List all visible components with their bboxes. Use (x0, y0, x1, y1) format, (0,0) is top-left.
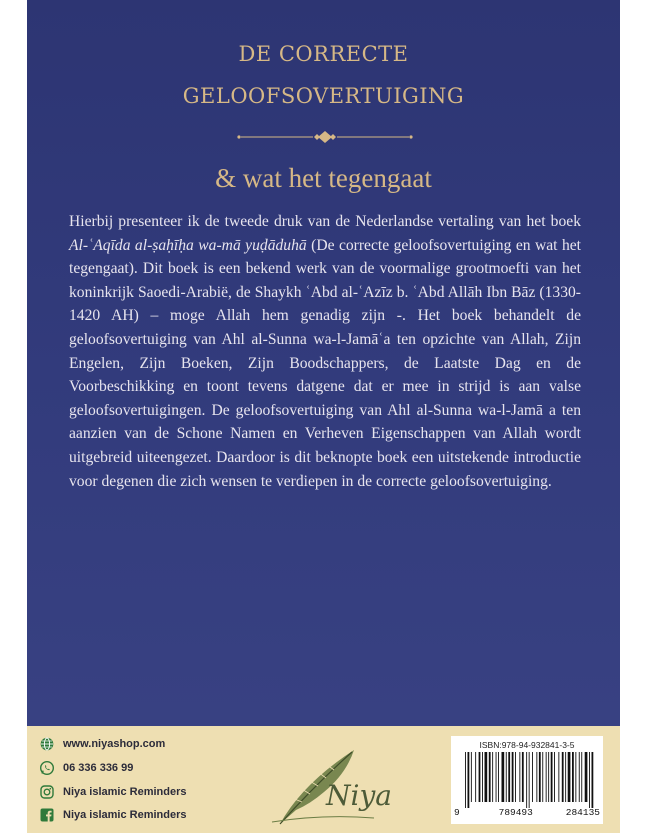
barcode-bar (492, 752, 493, 802)
barcode-bar (465, 752, 466, 808)
paragraph-text-part1: Hierbij presenteer ik de tweede druk van de Nederlandse vertaling van het boek (69, 213, 581, 230)
barcode-digit-lead: 9 (454, 807, 460, 818)
book-back-cover (27, 0, 620, 833)
facebook-icon (40, 808, 54, 822)
facebook-contact[interactable] (40, 806, 187, 824)
barcode-bar (536, 752, 537, 802)
barcode-bar (554, 752, 555, 802)
barcode-bar (579, 752, 580, 802)
website-contact[interactable] (40, 735, 165, 753)
barcode-bar (581, 752, 582, 802)
description-paragraph (69, 210, 581, 493)
barcode-bar (475, 752, 476, 802)
instagram-icon (40, 785, 54, 799)
barcode-bar (498, 752, 499, 802)
barcode-bar (565, 752, 566, 802)
barcode-bar (548, 752, 549, 802)
barcode-bar (551, 752, 553, 802)
barcode-bar (519, 752, 520, 802)
barcode-bar (539, 752, 541, 802)
ornament-divider (235, 130, 415, 144)
barcode-bar (468, 752, 470, 808)
whatsapp-icon (40, 761, 54, 775)
title-line-1: DE CORRECTE (238, 42, 409, 66)
globe-icon (40, 737, 54, 751)
barcode-bar (589, 752, 590, 808)
barcode-bar (506, 752, 507, 802)
barcode-digits-right: 284135 (565, 807, 600, 818)
barcode-bar (562, 752, 564, 802)
barcode-digits-left: 789493 (498, 807, 533, 818)
whatsapp-contact[interactable] (40, 759, 133, 777)
book-title-italic: Al-ʿAqīda al-ṣaḥīḥa wa-mā yuḍāduhā (69, 236, 307, 254)
barcode-bar (585, 752, 588, 802)
barcode-box (451, 736, 603, 824)
barcode-bar (479, 752, 481, 802)
barcode-bar (496, 752, 497, 802)
barcode-bar (502, 752, 505, 802)
barcode-bar (546, 752, 547, 802)
niya-logo-text: Niya (326, 779, 392, 812)
facebook-text: Niya islamic Reminders (63, 809, 187, 821)
barcode-digits (454, 807, 600, 818)
barcode-bar (482, 752, 483, 802)
barcode-bar (489, 752, 491, 802)
website-text: www.niyashop.com (63, 738, 166, 750)
barcode-bar (515, 752, 516, 802)
barcode (463, 752, 595, 808)
barcode-bar (575, 752, 576, 802)
barcode-bar (526, 752, 527, 808)
phone-text: 06 336 336 99 (63, 762, 134, 774)
paragraph-text-part2: (De correcte geloofsovertuiging en wat het tegengaat). Dit boek is een bekend werk van de voormalige grootmoefti van het koninkrijk Saoedi-Arabië, de Shaykh ʿAbd al-ʿAzīz b. ʿAbd Allāh Ibn Bāz (1330-1420 AH) – moge Allah hem genadig zijn -. Het boek behandelt de geloofsovertuiging van Ahl al-Sunna wa-l-Jamāʿa ten opzichte van Allah, Zijn Engelen, Zijn Boeken, Zijn Boodschappers, de Laatste Dag en de Voorbeschikking en toont tevens datgene dat er mee in strijd is aan valse geloofsovertuigingen. De geloofsovertuiging van Ahl al-Sunna wa-l-Jamā a ten aanzien van de Schone Namen en Verheven Eigenschappen van Allah wordt uitgebreid uiteengezet. Daardoor is dit beknopte boek een uitstekende introductie voor degenen die zich wensen te verdiepen in de correcte geloofsovertuiging. (69, 236, 581, 490)
barcode-bar (592, 752, 594, 808)
barcode-bar (572, 752, 574, 802)
instagram-contact[interactable] (40, 783, 187, 801)
barcode-bar (542, 752, 543, 802)
instagram-text: Niya islamic Reminders (63, 786, 187, 798)
isbn-text: ISBN:978-94-932841-3-5 (479, 740, 575, 750)
barcode-bar (508, 752, 510, 802)
barcode-bar (471, 752, 472, 802)
barcode-bar (568, 752, 571, 802)
title-line-2: GELOOFSOVERTUIGING (182, 84, 465, 108)
barcode-bar (558, 752, 559, 802)
barcode-bar (485, 752, 488, 802)
barcode-bar (512, 752, 514, 802)
barcode-bar (529, 752, 530, 808)
subtitle: & wat het tegengaat (215, 163, 432, 193)
barcode-bar (522, 752, 524, 802)
barcode-bar (532, 752, 533, 802)
